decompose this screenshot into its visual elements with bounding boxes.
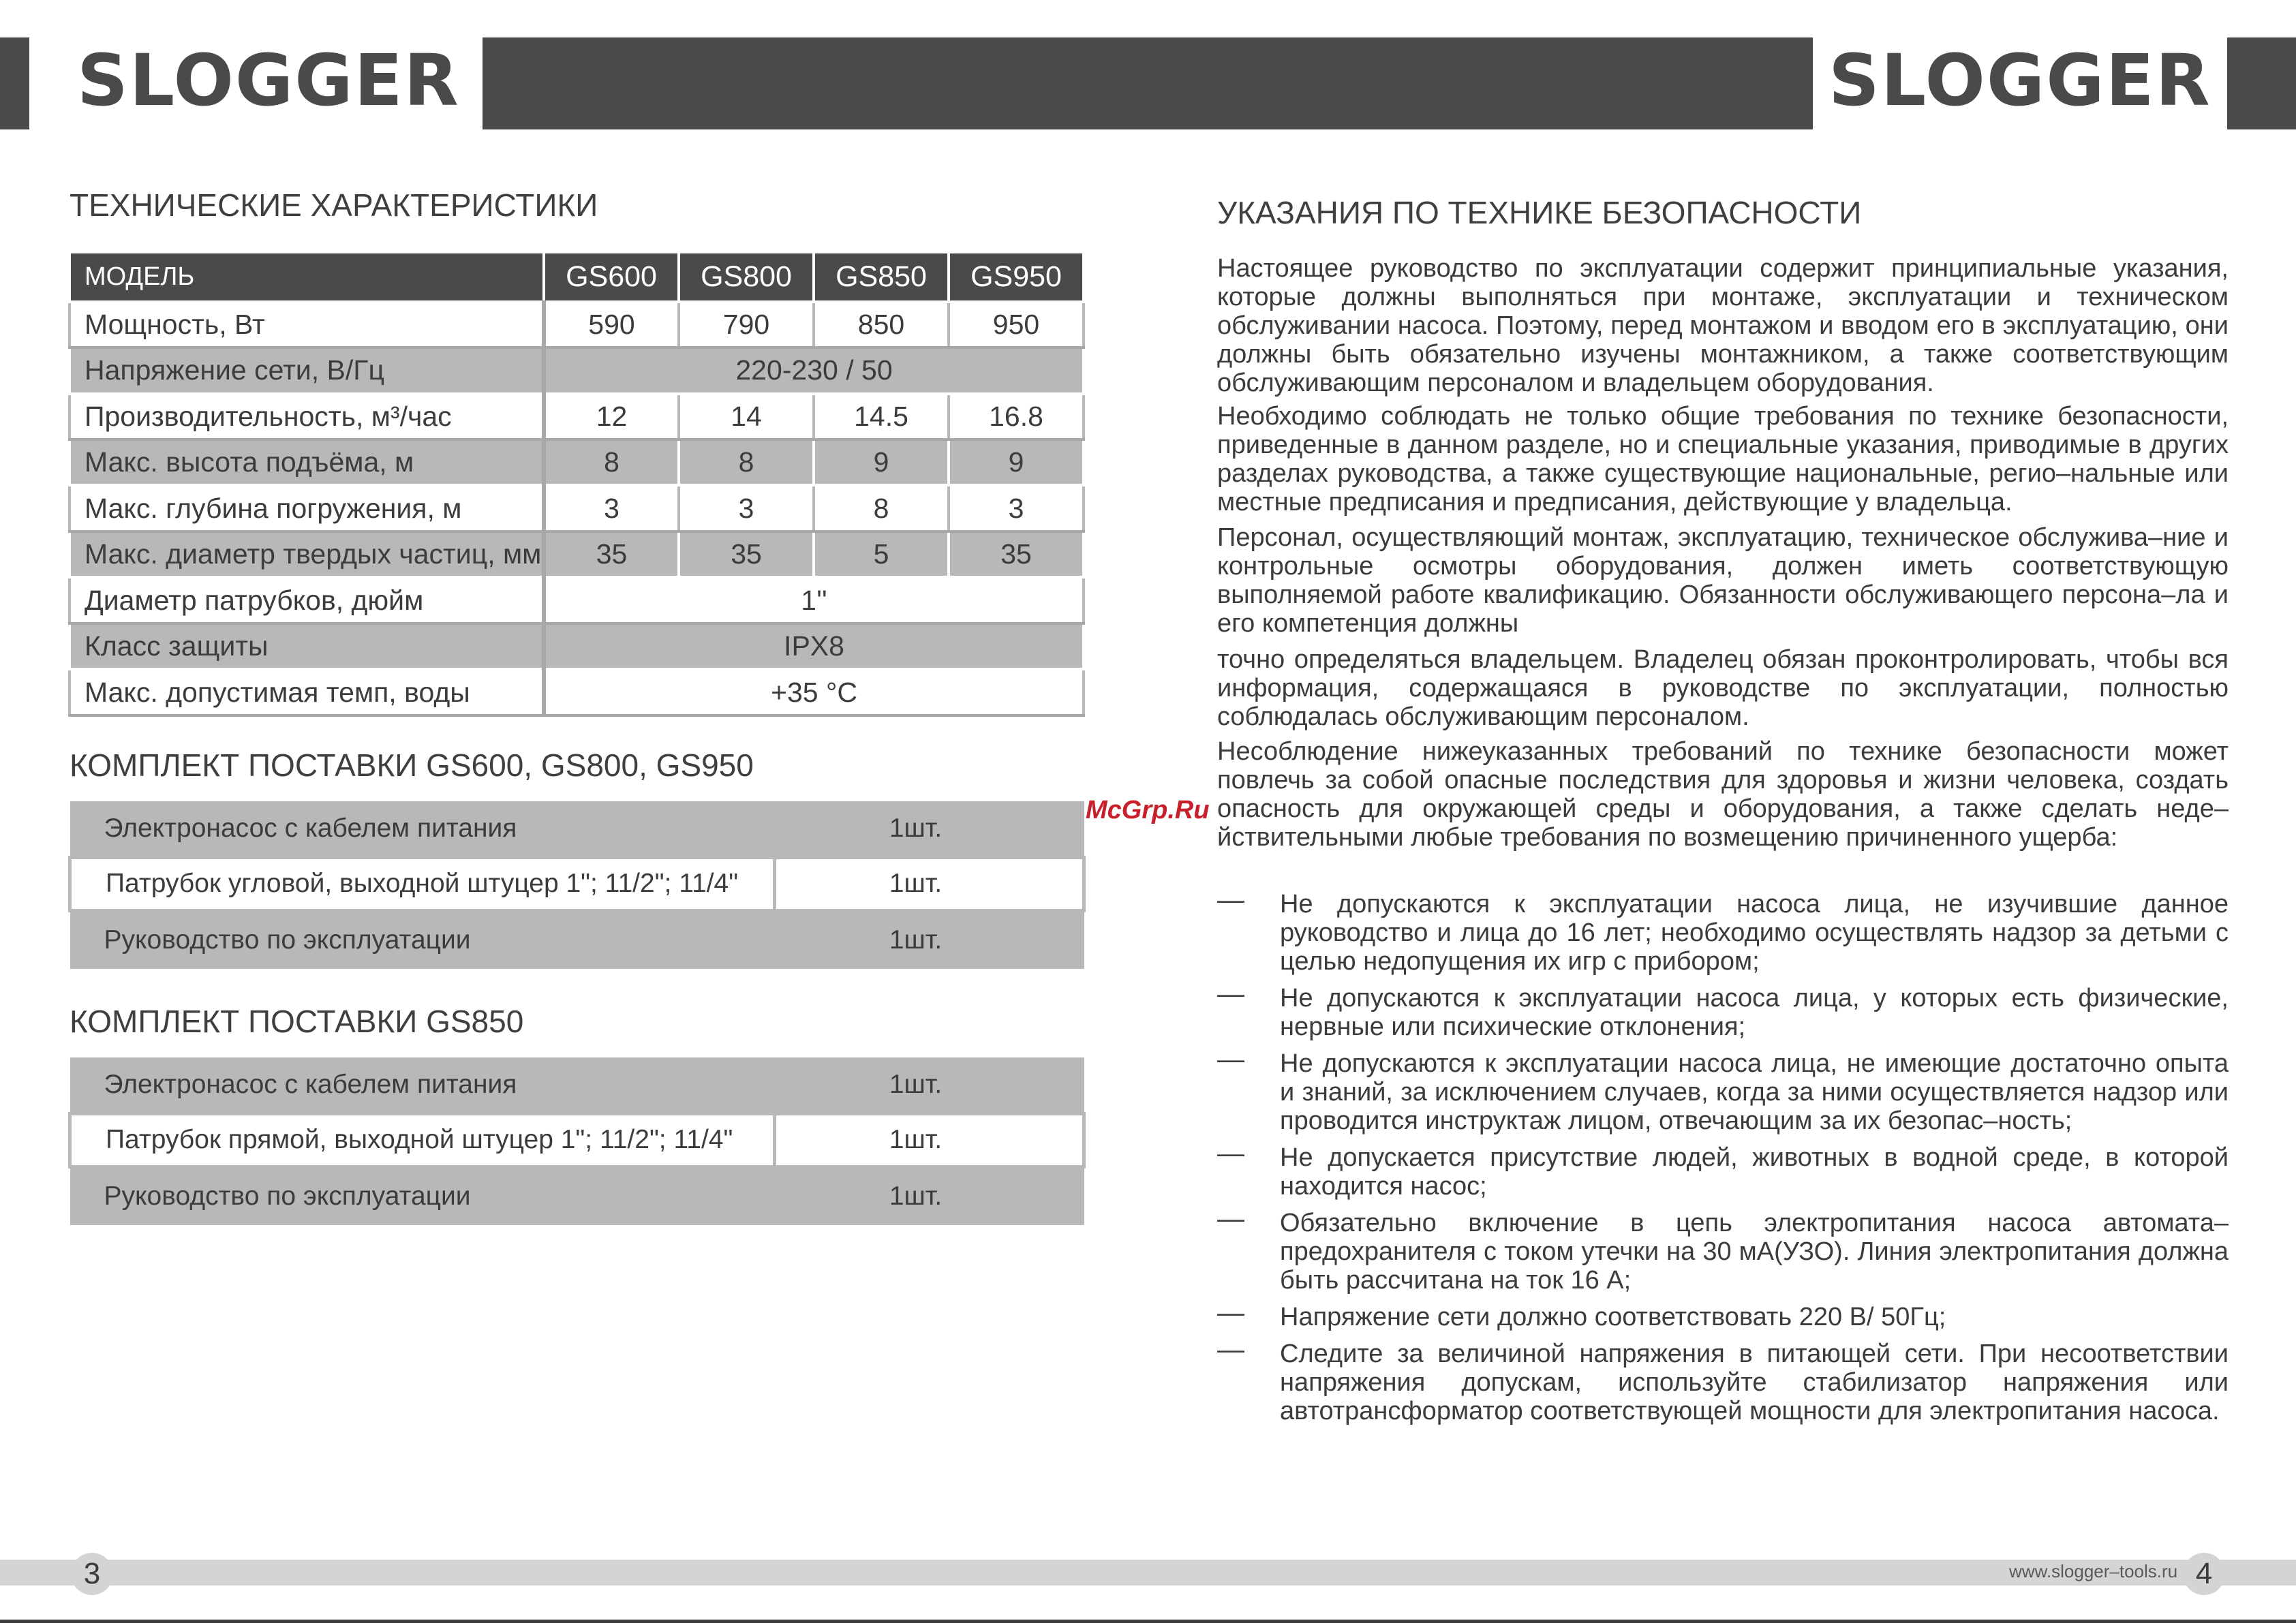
specs-label: Диаметр патрубков, дюйм bbox=[70, 577, 544, 623]
safety-paragraph: Настоящее руководство по эксплуатации содержит принципиальные указания, которые должны выполняться при монтаже, эксплуатации и техническом обслуживании насоса. Поэтому, перед монтажом и вводом его в эксплуатацию, они должны быть обязательно изучены монтажником, а также соответствующим обслуживающим персоналом и владельцем оборудования. bbox=[1217, 254, 2229, 397]
safety-bullet bbox=[1217, 979, 2229, 1041]
kit-item-name: Патрубок угловой, выходной штуцер 1"; 11/2"; 11/4" bbox=[70, 857, 775, 910]
header-bar bbox=[483, 37, 1813, 129]
specs-cell: 8 bbox=[814, 485, 949, 531]
bullet-text: Не допускаются к эксплуатации насоса лица, не имеющие достаточно опыта и знаний, за исключением случаев, когда за ними осуществляется надзор или проводится инструктаж лицом, отвечающим за их безопас–ность; bbox=[1280, 1049, 2229, 1135]
kit-item-name: Электронасос с кабелем питания bbox=[70, 1057, 775, 1113]
specs-cell-merged: +35 °C bbox=[544, 669, 1084, 715]
dash-icon: — bbox=[1217, 1045, 1244, 1075]
page-number-right: 4 bbox=[2183, 1553, 2225, 1595]
specs-cell: 950 bbox=[949, 302, 1084, 347]
kit2-title: КОМПЛЕКТ ПОСТАВКИ GS850 bbox=[70, 1004, 524, 1039]
safety-bullet bbox=[1217, 1139, 2229, 1201]
kit-item-name: Руководство по эксплуатации bbox=[70, 1166, 775, 1225]
specs-row-depth bbox=[70, 485, 1084, 531]
specs-label: Мощность, Вт bbox=[70, 302, 544, 347]
kit2-row bbox=[70, 1057, 1084, 1113]
kit-item-qty: 1шт. bbox=[775, 1057, 1084, 1113]
header-left-block bbox=[0, 37, 29, 129]
kit1-row bbox=[70, 801, 1084, 857]
safety-paragraph: Несоблюдение нижеуказанных требований по технике безопасности может повлечь за собой опасные последствия для здоровья и жизни человека, создать опасность для окружающей среды и оборудования, а также сделать неде–йствительными любые требования по возмещению причиненного ущерба: bbox=[1217, 737, 2229, 852]
specs-cell-merged: 220-230 / 50 bbox=[544, 347, 1084, 393]
dash-icon: — bbox=[1217, 1335, 1244, 1365]
safety-bullet bbox=[1217, 1045, 2229, 1135]
specs-row-height bbox=[70, 439, 1084, 485]
specs-cell: 5 bbox=[814, 531, 949, 577]
specs-label: Класс защиты bbox=[70, 623, 544, 669]
bullet-text: Не допускается присутствие людей, животных в водной среде, в которой находится насос; bbox=[1280, 1143, 2229, 1201]
kit-item-qty: 1шт. bbox=[775, 1113, 1084, 1166]
specs-cell: 3 bbox=[679, 485, 814, 531]
specs-cell: 3 bbox=[949, 485, 1084, 531]
dash-icon: — bbox=[1217, 885, 1244, 915]
header-right-block bbox=[2227, 37, 2296, 129]
specs-table bbox=[68, 251, 1085, 717]
safety-bullet-list bbox=[1217, 885, 2229, 1434]
specs-header-model: МОДЕЛЬ bbox=[70, 252, 544, 302]
safety-paragraph: Персонал, осуществляющий монтаж, эксплуатацию, техническое обслужива–ние и контрольные осмотры оборудования, должен иметь соответствующую выполняемой работе квалификацию. Обязанности обслуживающего персона–ла и его компетенция должны bbox=[1217, 523, 2229, 638]
specs-cell: 8 bbox=[544, 439, 679, 485]
specs-cell: 8 bbox=[679, 439, 814, 485]
kit-item-qty: 1шт. bbox=[775, 857, 1084, 910]
specs-cell: 790 bbox=[679, 302, 814, 347]
kit-item-qty: 1шт. bbox=[775, 910, 1084, 969]
specs-header-gs950: GS950 bbox=[949, 252, 1084, 302]
specs-cell: 35 bbox=[679, 531, 814, 577]
specs-label: Производительность, м³/час bbox=[70, 394, 544, 439]
kit-item-name: Электронасос с кабелем питания bbox=[70, 801, 775, 857]
safety-bullet bbox=[1217, 885, 2229, 976]
kit-item-name: Руководство по эксплуатации bbox=[70, 910, 775, 969]
safety-bullet bbox=[1217, 1335, 2229, 1425]
specs-row-particles bbox=[70, 531, 1084, 577]
safety-title: УКАЗАНИЯ ПО ТЕХНИКЕ БЕЗОПАСНОСТИ bbox=[1217, 195, 1862, 230]
specs-cell: 14.5 bbox=[814, 394, 949, 439]
specs-cell: 9 bbox=[814, 439, 949, 485]
specs-cell: 3 bbox=[544, 485, 679, 531]
kit2-row bbox=[70, 1113, 1084, 1166]
kit-item-qty: 1шт. bbox=[775, 1166, 1084, 1225]
safety-paragraph: точно определяться владельцем. Владелец обязан проконтролировать, чтобы вся информация, содержащаяся в руководстве по эксплуатации, полностью соблюдалась обслуживающим персоналом. bbox=[1217, 645, 2229, 731]
kit1-table bbox=[68, 801, 1086, 969]
kit1-row bbox=[70, 857, 1084, 910]
specs-row-protection bbox=[70, 623, 1084, 669]
specs-cell: 16.8 bbox=[949, 394, 1084, 439]
dash-icon: — bbox=[1217, 1298, 1244, 1328]
slogger-logo-right: SLOGGER bbox=[1828, 39, 2211, 122]
dash-icon: — bbox=[1217, 979, 1244, 1009]
bullet-text: Не допускаются к эксплуатации насоса лица, не изучившие данное руководство и лица до 16 лет; необходимо осуществлять надзор за детьми с целью недопущения их игр с прибором; bbox=[1280, 890, 2229, 976]
bullet-text: Следите за величиной напряжения в питающей сети. При несоответствии напряжения допускам, используйте стабилизатор напряжения или автотрансформатор соответствующей мощности для электропитания насоса. bbox=[1280, 1340, 2229, 1425]
bullet-text: Обязательно включение в цепь электропитания насоса автомата–предохранителя с током утечки на 30 мА(УЗО). Линия электропитания должна быть рассчитана на ток 16 А; bbox=[1280, 1209, 2229, 1295]
specs-cell: 14 bbox=[679, 394, 814, 439]
footer-url: www.slogger–tools.ru bbox=[2009, 1561, 2178, 1581]
specs-cell-merged: IPX8 bbox=[544, 623, 1084, 669]
specs-row-temp bbox=[70, 669, 1084, 715]
specs-header-gs850: GS850 bbox=[814, 252, 949, 302]
kit-item-name: Патрубок прямой, выходной штуцер 1"; 11/2"; 11/4" bbox=[70, 1113, 775, 1166]
specs-cell-merged: 1'' bbox=[544, 577, 1084, 623]
slogger-logo-left: SLOGGER bbox=[77, 39, 460, 122]
kit1-title: КОМПЛЕКТ ПОСТАВКИ GS600, GS800, GS950 bbox=[70, 747, 754, 783]
specs-cell: 35 bbox=[544, 531, 679, 577]
specs-row-capacity bbox=[70, 394, 1084, 439]
specs-cell: 9 bbox=[949, 439, 1084, 485]
specs-row-voltage bbox=[70, 347, 1084, 393]
specs-label: Макс. диаметр твердых частиц, мм bbox=[70, 531, 544, 577]
specs-label: Макс. допустимая темп, воды bbox=[70, 669, 544, 715]
specs-label: Напряжение сети, В/Гц bbox=[70, 347, 544, 393]
kit-item-qty: 1шт. bbox=[775, 801, 1084, 857]
dash-icon: — bbox=[1217, 1139, 1244, 1169]
specs-header-gs800: GS800 bbox=[679, 252, 814, 302]
safety-paragraph: Необходимо соблюдать не только общие требования по технике безопасности, приведенные в данном разделе, но и специальные указания, приводимые в других разделах руководства, а также существующие национальные, регио–нальные или местные предписания и предписания, действующие у владельца. bbox=[1217, 402, 2229, 516]
bullet-text: Напряжение сети должно соответствовать 220 В/ 50Гц; bbox=[1280, 1303, 1946, 1331]
safety-bullet bbox=[1217, 1298, 2229, 1331]
specs-cell: 590 bbox=[544, 302, 679, 347]
dash-icon: — bbox=[1217, 1204, 1244, 1234]
kit2-row bbox=[70, 1166, 1084, 1225]
specs-cell: 850 bbox=[814, 302, 949, 347]
watermark: McGrp.Ru bbox=[1086, 796, 1210, 824]
specs-header-row bbox=[70, 252, 1084, 302]
footer-line bbox=[0, 1620, 2296, 1623]
kit1-row bbox=[70, 910, 1084, 969]
specs-label: Макс. глубина погружения, м bbox=[70, 485, 544, 531]
specs-title: ТЕХНИЧЕСКИЕ ХАРАКТЕРИСТИКИ bbox=[70, 187, 598, 223]
safety-bullet bbox=[1217, 1204, 2229, 1295]
specs-label: Макс. высота подъёма, м bbox=[70, 439, 544, 485]
specs-header-gs600: GS600 bbox=[544, 252, 679, 302]
page-number-left: 3 bbox=[71, 1553, 113, 1595]
footer-bar bbox=[0, 1560, 2296, 1586]
specs-row-power bbox=[70, 302, 1084, 347]
specs-cell: 12 bbox=[544, 394, 679, 439]
specs-row-pipe bbox=[70, 577, 1084, 623]
bullet-text: Не допускаются к эксплуатации насоса лица, у которых есть физические, нервные или психические отклонения; bbox=[1280, 984, 2229, 1041]
specs-cell: 35 bbox=[949, 531, 1084, 577]
kit2-table bbox=[68, 1057, 1086, 1225]
